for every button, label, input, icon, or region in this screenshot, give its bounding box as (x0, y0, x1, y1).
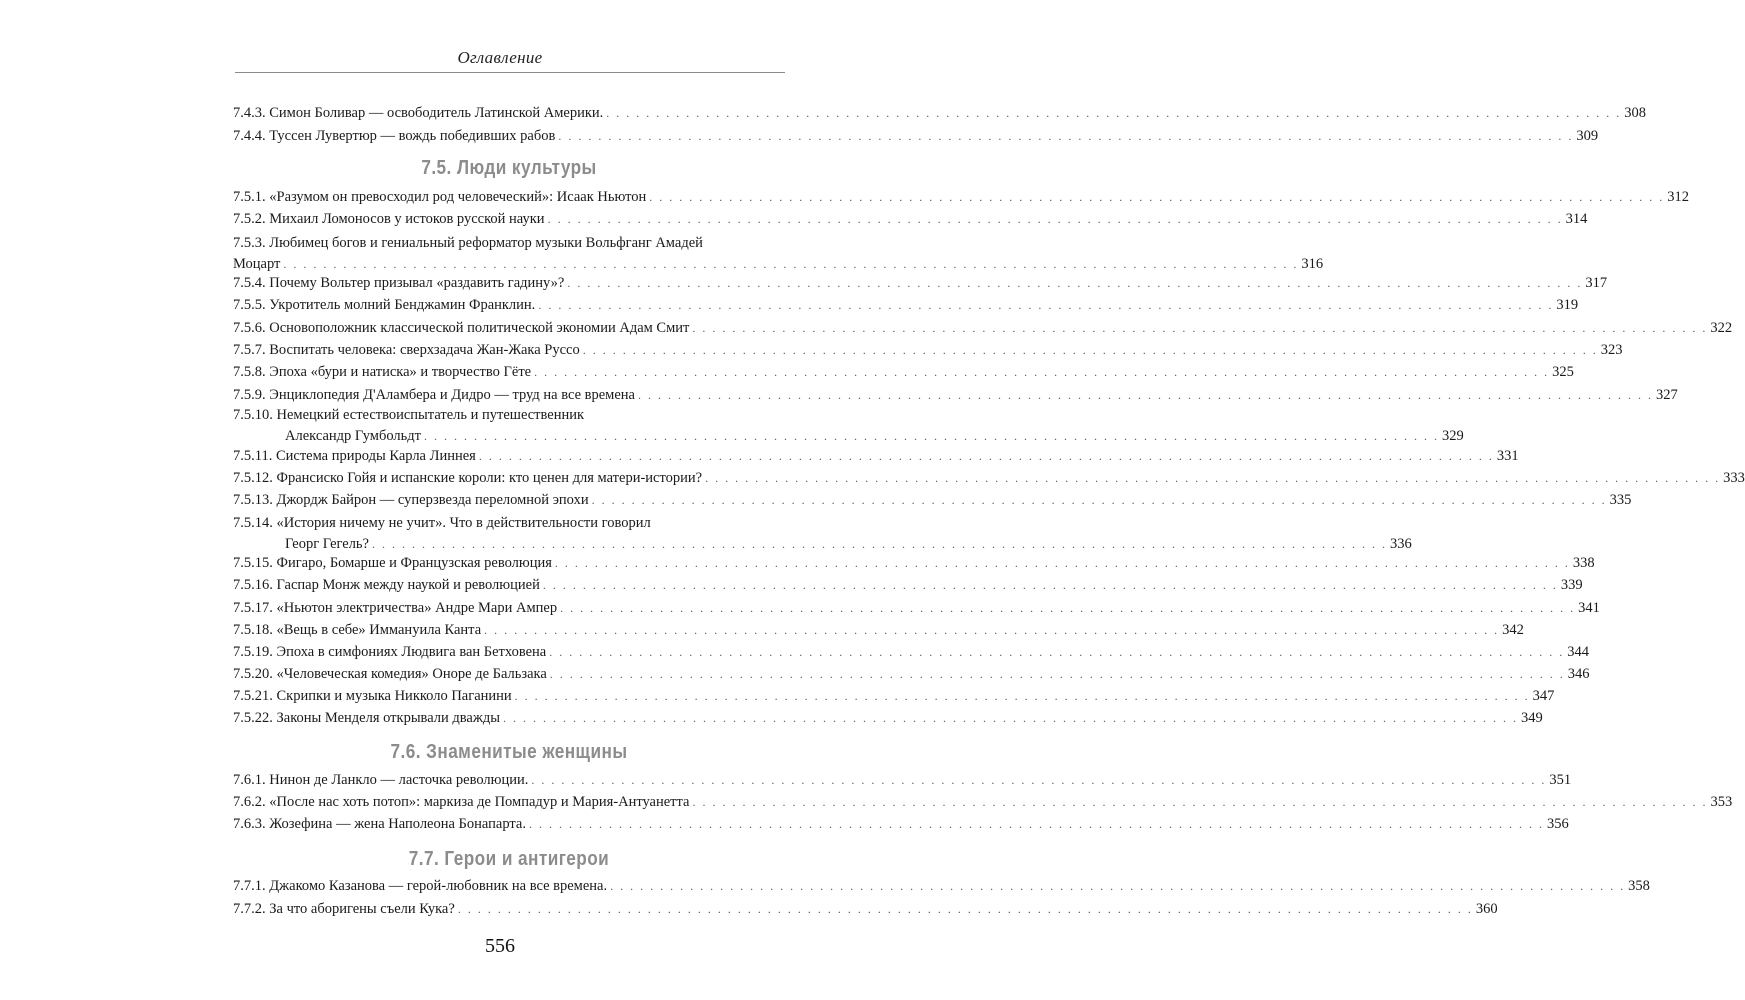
entry-title: Гаспар Монж между наукой и революцией (276, 577, 540, 593)
entry-page: 316 (1301, 256, 1324, 272)
entry-title: Укротитель молний Бенджамин Франклин. (269, 297, 536, 313)
entry-title: Эпоха «бури и натиска» и творчество Гёте (269, 364, 532, 380)
entry-title: Почему Вольтер призывал «раздавить гадину»? (269, 275, 565, 291)
leader-dots (606, 103, 1621, 124)
leader-dots (560, 598, 1575, 619)
entry-number: 7.6.3. (233, 816, 266, 832)
entry-page: 329 (1441, 428, 1464, 444)
entry-number: 7.5.8. (233, 364, 266, 380)
entry-page: 314 (1565, 211, 1588, 227)
entry-title: Жозефина — жена Наполеона Бонапарта. (269, 816, 526, 832)
section-heading-7-7: 7.7. Герои и антигерои (408, 848, 610, 870)
entry-number: 7.6.1. (233, 772, 266, 788)
toc-entry-7-5-7[interactable] (233, 340, 1623, 361)
entry-page: 325 (1552, 364, 1574, 380)
header-divider (235, 72, 785, 73)
toc-entry-7-7-2[interactable] (233, 899, 1498, 920)
entry-number: 7.5.19. (233, 644, 273, 660)
leader-dots (550, 664, 1565, 685)
leader-dots (529, 814, 1544, 835)
entry-number: 7.7.2. (233, 901, 266, 917)
toc-entry-7-5-9[interactable] (233, 385, 1678, 406)
toc-entry-7-5-10[interactable] (233, 405, 1464, 447)
leader-dots (515, 686, 1530, 707)
leader-dots (543, 575, 1558, 596)
leader-dots (610, 876, 1625, 897)
entry-page: 338 (1572, 555, 1595, 571)
entry-title-continuation: Георг Гегель? (285, 536, 369, 552)
leader-dots (484, 620, 1499, 641)
entry-number: 7.5.22. (233, 710, 273, 726)
entry-page: 353 (1710, 794, 1733, 810)
entry-title: Михаил Ломоносов у истоков русской науки (269, 211, 545, 227)
entry-number: 7.5.5. (233, 297, 266, 313)
entry-title: Нинон де Ланкло — ласточка революции. (269, 772, 529, 788)
entry-title-continuation: Александр Гумбольдт (285, 428, 421, 444)
leader-dots (372, 534, 1387, 555)
entry-page: 358 (1628, 878, 1650, 894)
toc-entry-7-4-4[interactable] (233, 126, 1599, 147)
leader-dots (638, 385, 1653, 406)
toc-entry-7-5-15[interactable] (233, 553, 1595, 574)
entry-number: 7.5.4. (233, 275, 266, 291)
entry-page: 346 (1567, 666, 1590, 682)
entry-number: 7.4.4. (233, 128, 266, 144)
page-number: 556 (485, 935, 515, 957)
entry-title: Симон Боливар — освободитель Латинской Америки. (269, 105, 604, 121)
leader-dots (531, 770, 1546, 791)
toc-entry-7-5-5[interactable] (233, 295, 1579, 316)
entry-page: 349 (1521, 710, 1543, 726)
entry-number: 7.5.3. (233, 235, 266, 251)
entry-number: 7.5.10. (233, 407, 273, 423)
running-header: Оглавление (457, 48, 543, 67)
leader-dots (692, 318, 1707, 339)
toc-entry-7-7-1[interactable] (233, 876, 1650, 897)
leader-dots (503, 708, 1518, 729)
entry-title: Воспитать человека: сверхзадача Жан-Жака Руссо (269, 342, 580, 358)
entry-page: 342 (1502, 622, 1524, 638)
entry-number: 7.5.16. (233, 577, 273, 593)
toc-entry-7-5-18[interactable] (233, 620, 1524, 641)
entry-title: Немецкий естествоиспытатель и путешественник (276, 407, 585, 423)
toc-entry-7-5-17[interactable] (233, 598, 1600, 619)
toc-entry-7-5-21[interactable] (233, 686, 1555, 707)
entry-number: 7.4.3. (233, 105, 266, 121)
leader-dots (549, 642, 1564, 663)
entry-title: Система природы Карла Линнея (275, 448, 476, 464)
leader-dots (692, 792, 1707, 813)
toc-entry-7-6-1[interactable] (233, 770, 1572, 791)
entry-title: Законы Менделя открывали дважды (276, 710, 501, 726)
entry-title: «Разумом он превосходил род человеческий»: Исаак Ньютон (269, 189, 647, 205)
toc-entry-7-5-6[interactable] (233, 318, 1733, 339)
entry-page: 327 (1656, 387, 1678, 403)
toc-entry-7-5-4[interactable] (233, 273, 1608, 294)
entry-title: «Вещь в себе» Иммануила Канта (276, 622, 482, 638)
entry-number: 7.5.12. (233, 470, 273, 486)
entry-title: «Человеческая комедия» Оноре де Бальзака (276, 666, 547, 682)
entry-page: 331 (1496, 448, 1519, 464)
leader-dots (458, 899, 1473, 920)
toc-entry-7-5-8[interactable] (233, 362, 1574, 383)
entry-page: 335 (1609, 492, 1632, 508)
leader-dots (538, 295, 1553, 316)
toc-entry-7-4-3[interactable] (233, 103, 1647, 124)
entry-number: 7.5.18. (233, 622, 273, 638)
toc-entry-7-6-2[interactable] (233, 792, 1733, 813)
leader-dots (424, 426, 1439, 447)
entry-title: «После нас хоть потоп»: маркиза де Помпадур и Мария-Антуанетта (269, 794, 690, 810)
leader-dots (649, 187, 1664, 208)
leader-dots (548, 209, 1563, 230)
section-heading-7-6: 7.6. Знаменитые женщины (390, 741, 628, 763)
entry-number: 7.5.7. (233, 342, 266, 358)
entry-number: 7.5.21. (233, 688, 273, 704)
entry-title: Скрипки и музыка Никколо Паганини (276, 688, 512, 704)
leader-dots (555, 553, 1570, 574)
entry-page: 351 (1549, 772, 1572, 788)
entry-page: 317 (1585, 275, 1608, 291)
entry-title: Основоположник классической политической экономии Адам Смит (269, 320, 690, 336)
section-heading-7-5: 7.5. Люди культуры (421, 157, 597, 179)
entry-title: Любимец богов и гениальный реформатор музыки Вольфганг Амадей (269, 235, 703, 251)
toc-entry-7-5-1[interactable] (233, 187, 1690, 208)
entry-number: 7.5.9. (233, 387, 266, 403)
entry-title: Фигаро, Бомарше и Французская революция (276, 555, 552, 571)
entry-number: 7.5.17. (233, 600, 273, 616)
entry-number: 7.7.1. (233, 878, 266, 894)
entry-page: 356 (1546, 816, 1569, 832)
entry-title: Эпоха в симфониях Людвига ван Бетховена (276, 644, 547, 660)
entry-page: 312 (1667, 189, 1690, 205)
entry-number: 7.5.2. (233, 211, 266, 227)
entry-page: 341 (1578, 600, 1600, 616)
leader-dots (567, 273, 1582, 294)
entry-page: 309 (1576, 128, 1599, 144)
leader-dots (558, 126, 1573, 147)
entry-number: 7.5.20. (233, 666, 273, 682)
entry-number: 7.5.6. (233, 320, 266, 336)
entry-page: 323 (1600, 342, 1623, 358)
toc-entry-7-5-16[interactable] (233, 575, 1583, 596)
entry-title: Джордж Байрон — суперзвезда переломной эпохи (276, 492, 589, 508)
toc-entry-7-5-22[interactable] (233, 708, 1543, 729)
entry-page: 319 (1556, 297, 1579, 313)
toc-entry-7-5-20[interactable] (233, 664, 1590, 685)
toc-entry-7-5-12[interactable] (233, 468, 1745, 489)
entry-page: 360 (1475, 901, 1498, 917)
leader-dots (705, 468, 1720, 489)
leader-dots (479, 446, 1494, 467)
entry-number: 7.5.14. (233, 515, 273, 531)
entry-page: 322 (1710, 320, 1733, 336)
entry-title-continuation: Моцарт (233, 256, 281, 272)
leader-dots (583, 340, 1598, 361)
entry-title: За что аборигены съели Кука? (269, 901, 455, 917)
entry-number: 7.5.15. (233, 555, 273, 571)
entry-title: «История ничему не учит». Что в действительности говорил (276, 515, 651, 531)
entry-page: 333 (1723, 470, 1745, 486)
toc-entry-7-5-2[interactable] (233, 209, 1588, 230)
entry-number: 7.5.11. (233, 448, 273, 464)
entry-title: «Ньютон электричества» Андре Мари Ампер (276, 600, 558, 616)
leader-dots (592, 490, 1607, 511)
entry-title: Энциклопедия Д'Аламбера и Дидро — труд на все времена (269, 387, 635, 403)
entry-page: 344 (1567, 644, 1589, 660)
entry-title: Туссен Лувертюр — вождь победивших рабов (269, 128, 556, 144)
entry-number: 7.5.13. (233, 492, 273, 508)
leader-dots (283, 254, 1298, 275)
toc-entry-7-5-11[interactable] (233, 446, 1519, 467)
entry-title: Джакомо Казанова — герой-любовник на все времена. (269, 878, 608, 894)
entry-title: Франсиско Гойя и испанские короли: кто ценен для матери-истории? (276, 470, 703, 486)
toc-entry-7-5-3[interactable] (233, 233, 1324, 275)
entry-page: 336 (1389, 536, 1412, 552)
leader-dots (534, 362, 1549, 383)
toc-entry-7-5-13[interactable] (233, 490, 1632, 511)
entry-page: 339 (1560, 577, 1583, 593)
toc-entry-7-5-14[interactable] (233, 513, 1412, 555)
entry-page: 347 (1532, 688, 1555, 704)
entry-number: 7.6.2. (233, 794, 266, 810)
toc-entry-7-6-3[interactable] (233, 814, 1569, 835)
toc-entry-7-5-19[interactable] (233, 642, 1589, 663)
entry-page: 308 (1624, 105, 1647, 121)
entry-number: 7.5.1. (233, 189, 266, 205)
